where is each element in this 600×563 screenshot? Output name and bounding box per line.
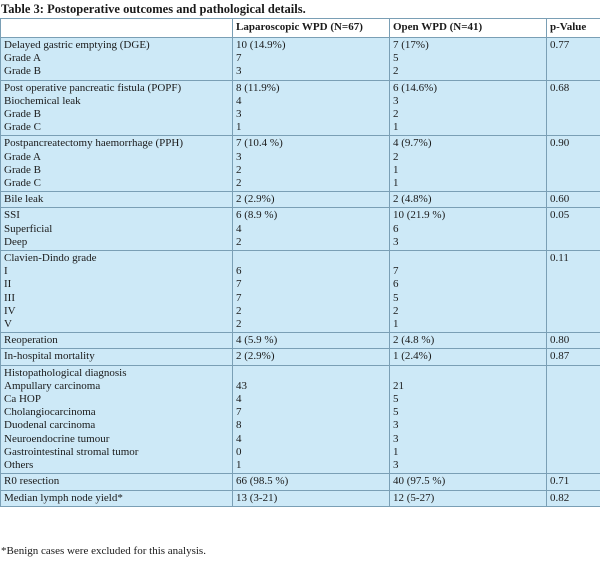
cell-line: 2 (393, 65, 399, 78)
table-cell (1, 136, 233, 192)
table-cell (233, 490, 390, 506)
table-cell (390, 38, 547, 81)
table-row (1, 38, 600, 81)
cell-line: 8 (11.9%) (236, 81, 280, 94)
cell-line: 1 (393, 445, 399, 458)
table-cell (547, 192, 600, 208)
cell-line: 7 (236, 406, 242, 419)
cell-line (550, 177, 600, 190)
table-cell (390, 490, 547, 506)
cell-line (550, 393, 600, 406)
cell-line (550, 95, 600, 108)
table-cell (1, 208, 233, 251)
cell-line: Clavien-Dindo grade (4, 252, 97, 265)
cell-line: 7 (393, 265, 399, 278)
table-cell (547, 349, 600, 365)
table-cell (1, 365, 233, 474)
cell-line: 0.80 (550, 334, 570, 347)
cell-line: Ca HOP (4, 393, 41, 406)
cell-line: 4 (5.9 %) (236, 334, 278, 347)
cell-line: Postpancreatectomy haemorrhage (PPH) (4, 137, 183, 150)
table-cell (233, 251, 390, 333)
cell-line: Post operative pancreatic fistula (POPF) (4, 81, 182, 94)
cell-line: Gastrointestinal stromal tumor (4, 445, 139, 458)
cell-line: Grade A (4, 150, 41, 163)
cell-line: 6 (393, 278, 399, 291)
column-header (1, 19, 233, 38)
cell-line: Grade C (4, 121, 41, 134)
table-cell (233, 333, 390, 349)
cell-line: 10 (14.9%) (236, 39, 286, 51)
cell-line: 66 (98.5 %) (236, 475, 289, 488)
cell-line: 7 (236, 278, 242, 291)
cell-line (550, 52, 600, 65)
table-row (1, 474, 600, 490)
cell-line: II (4, 278, 12, 291)
cell-line (393, 367, 543, 380)
cell-line: 1 (393, 318, 399, 331)
cell-line: Neuroendocrine tumour (4, 432, 110, 445)
cell-line: 8 (236, 419, 242, 432)
cell-line: Grade B (4, 65, 41, 78)
table-row (1, 80, 600, 136)
cell-line (550, 433, 600, 446)
cell-line: 5 (393, 393, 399, 406)
cell-line: 1 (236, 459, 242, 472)
cell-line: 10 (21.9 %) (393, 209, 446, 222)
cell-line: Histopathological diagnosis (4, 366, 127, 379)
table-cell (547, 136, 600, 192)
table-cell (547, 474, 600, 490)
cell-line: 3 (236, 150, 242, 163)
cell-line: Others (4, 459, 34, 472)
cell-line: 3 (236, 65, 242, 78)
cell-line: 2 (4.8%) (393, 193, 432, 206)
table-cell (1, 192, 233, 208)
table-cell (1, 349, 233, 365)
cell-line: 0.77 (550, 39, 570, 51)
cell-line (550, 318, 600, 331)
table-cell (390, 365, 547, 474)
cell-line: 12 (5-27) (393, 491, 435, 504)
cell-line: IV (4, 304, 16, 317)
table-row (1, 365, 600, 474)
cell-line: 4 (236, 432, 242, 445)
table-cell (1, 490, 233, 506)
table-cell (390, 208, 547, 251)
cell-line: 1 (393, 121, 399, 134)
cell-line (550, 236, 600, 249)
cell-line: 7 (236, 52, 242, 65)
column-header: Laparoscopic WPD (N=67) (233, 19, 390, 38)
table-cell (390, 251, 547, 333)
header-row (1, 19, 600, 38)
cell-line: R0 resection (4, 475, 60, 488)
table-row (1, 208, 600, 251)
cell-line: 2 (393, 108, 399, 121)
cell-line: 4 (9.7%) (393, 137, 432, 150)
cell-line: Grade A (4, 52, 41, 65)
cell-line: Superficial (4, 222, 53, 235)
cell-line (550, 108, 600, 121)
table-cell (390, 333, 547, 349)
cell-line (550, 459, 600, 472)
cell-line: 3 (393, 94, 399, 107)
table-cell (1, 333, 233, 349)
table-cell (547, 38, 600, 81)
outcomes-table (0, 18, 600, 507)
cell-line: 2 (236, 304, 242, 317)
cell-line: 5 (393, 291, 399, 304)
cell-line: 3 (236, 108, 242, 121)
table-row (1, 192, 600, 208)
cell-line: 0.60 (550, 193, 570, 206)
cell-line: 3 (393, 459, 399, 472)
cell-line: 2 (236, 163, 242, 176)
cell-line: 2 (236, 235, 242, 248)
cell-line: 0.68 (550, 81, 570, 94)
cell-line: 2 (393, 304, 399, 317)
cell-line: III (4, 291, 15, 304)
cell-line: Ampullary carcinoma (4, 379, 101, 392)
cell-line: I (4, 265, 8, 278)
cell-line: 6 (14.6%) (393, 81, 437, 94)
column-header: p-Value (547, 19, 600, 38)
table-cell (390, 192, 547, 208)
table-body (1, 38, 600, 507)
table-cell (1, 38, 233, 81)
cell-line: 6 (393, 222, 399, 235)
cell-line: 1 (236, 121, 242, 134)
cell-line (550, 406, 600, 419)
table-row (1, 349, 600, 365)
cell-line: 0.71 (550, 475, 570, 488)
cell-line: Bile leak (4, 193, 44, 206)
table-row (1, 333, 600, 349)
cell-line (550, 278, 600, 291)
cell-line: Grade C (4, 177, 41, 190)
cell-line: 4 (236, 94, 242, 107)
cell-line: Grade B (4, 163, 41, 176)
cell-line: Median lymph node yield* (4, 491, 123, 504)
footnote: *Benign cases were excluded for this analysis. (1, 545, 206, 557)
cell-line (550, 164, 600, 177)
cell-line: 2 (4.8 %) (393, 334, 435, 347)
cell-line: 3 (393, 432, 399, 445)
table-cell (233, 80, 390, 136)
table-cell (233, 38, 390, 81)
table-cell (390, 474, 547, 490)
table-title: Table 3: Postoperative outcomes and pathological details. (1, 2, 306, 16)
table-cell (233, 136, 390, 192)
cell-line (550, 446, 600, 459)
cell-line: Deep (4, 235, 28, 248)
cell-line: Biochemical leak (4, 94, 81, 107)
table-cell (233, 192, 390, 208)
table-cell (233, 365, 390, 474)
cell-line: 2 (236, 318, 242, 331)
cell-line: 0.05 (550, 209, 570, 222)
cell-line: 2 (2.9%) (236, 350, 275, 363)
table-row (1, 251, 600, 333)
table-cell (547, 333, 600, 349)
cell-line: 7 (236, 291, 242, 304)
cell-line (550, 305, 600, 318)
table-cell (390, 80, 547, 136)
cell-line: 2 (393, 150, 399, 163)
cell-line: SSI (4, 209, 20, 222)
table-cell (547, 365, 600, 474)
cell-line: Reoperation (4, 334, 58, 347)
table-cell (547, 80, 600, 136)
cell-line: 4 (236, 393, 242, 406)
cell-line: 7 (10.4 %) (236, 137, 283, 150)
cell-line: 13 (3-21) (236, 491, 278, 504)
cell-line: 7 (17%) (393, 39, 429, 51)
table-cell (233, 474, 390, 490)
cell-line (550, 367, 600, 380)
cell-line: Grade B (4, 108, 41, 121)
cell-line (550, 419, 600, 432)
cell-line (393, 252, 543, 265)
cell-line: 5 (393, 52, 399, 65)
cell-line: 0.90 (550, 137, 570, 150)
cell-line (550, 223, 600, 236)
cell-line: 1 (393, 163, 399, 176)
table-cell (390, 349, 547, 365)
table-cell (547, 251, 600, 333)
cell-line: In-hospital mortality (4, 350, 95, 363)
cell-line: 1 (2.4%) (393, 350, 432, 363)
cell-line: 2 (236, 177, 242, 190)
cell-line: 1 (393, 177, 399, 190)
cell-line: Duodenal carcinoma (4, 419, 96, 432)
cell-line (550, 265, 600, 278)
cell-line: 0.11 (550, 252, 569, 265)
column-header: Open WPD (N=41) (390, 19, 547, 38)
table-cell (233, 208, 390, 251)
cell-line: Delayed gastric emptying (DGE) (4, 39, 150, 51)
table-cell (1, 474, 233, 490)
table-row (1, 136, 600, 192)
cell-line (550, 292, 600, 305)
cell-line (236, 252, 386, 265)
table-row (1, 490, 600, 506)
cell-line: 2 (2.9%) (236, 193, 275, 206)
table-cell (547, 208, 600, 251)
cell-line (236, 367, 386, 380)
cell-line: 6 (8.9 %) (236, 209, 278, 222)
table-cell (547, 490, 600, 506)
table-cell (233, 349, 390, 365)
cell-line: Cholangiocarcinoma (4, 406, 96, 419)
cell-line: 4 (236, 222, 242, 235)
cell-line (550, 121, 600, 134)
cell-line: 43 (236, 379, 247, 392)
cell-line: 40 (97.5 %) (393, 475, 446, 488)
table-cell (390, 136, 547, 192)
cell-line: 5 (393, 406, 399, 419)
cell-line (550, 65, 600, 78)
cell-line: V (4, 318, 12, 331)
cell-line: 3 (393, 235, 399, 248)
cell-line: 21 (393, 379, 404, 392)
cell-line (550, 380, 600, 393)
table-cell (1, 251, 233, 333)
cell-line: 3 (393, 419, 399, 432)
table-cell (1, 80, 233, 136)
cell-line: 0.87 (550, 350, 570, 363)
cell-line: 0 (236, 445, 242, 458)
cell-line (550, 151, 600, 164)
cell-line: 6 (236, 265, 242, 278)
cell-line: 0.82 (550, 491, 570, 504)
